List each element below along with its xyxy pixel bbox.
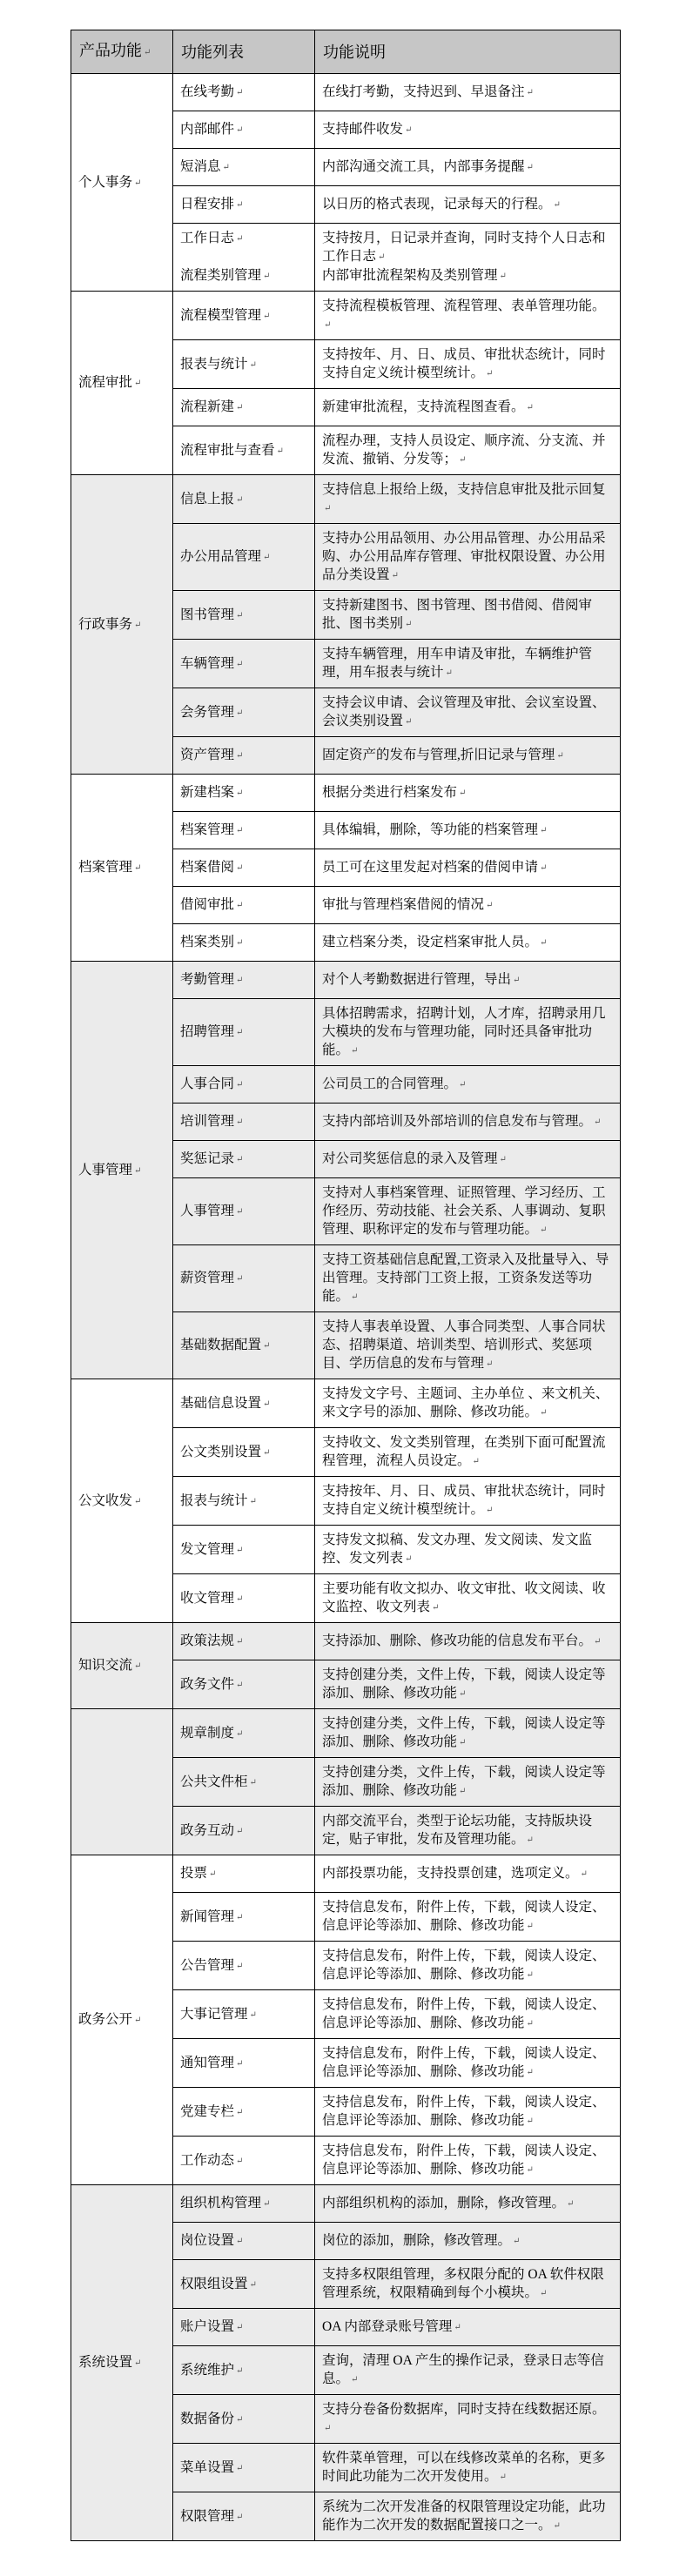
description-text: 支持人事表单设置、人事合同类型、人事合同状态、招聘渠道、培训类型、培训形式、奖惩项目、学历信息的发布与管理 ↵ [322, 1318, 613, 1373]
description-cell [315, 1623, 621, 1660]
description-cell [315, 1526, 621, 1574]
feature-label: 大事记管理 ↵ [180, 2005, 307, 2024]
description-cell [315, 1477, 621, 1526]
feature-cell [173, 1855, 315, 1893]
header-label: 功能说明 [323, 43, 386, 61]
description-cell [315, 1990, 621, 2039]
category-cell [71, 962, 173, 1379]
feature-cell [173, 2185, 315, 2223]
feature-cell [173, 2444, 315, 2492]
feature-cell [173, 2346, 315, 2395]
description-text: 以日历的格式表现，记录每天的行程。 ↵ [322, 195, 613, 214]
category-cell [71, 475, 173, 775]
feature-cell [173, 1477, 315, 1526]
description-cell [315, 1104, 621, 1141]
description-text: 审批与管理档案借阅的情况 ↵ [322, 896, 613, 915]
feature-label: 基础信息设置 ↵ [180, 1394, 307, 1413]
feature-label: 流程审批与查看 ↵ [180, 441, 307, 460]
feature-cell [173, 1990, 315, 2039]
feature-label: 车辆管理 ↵ [180, 654, 307, 674]
feature-label: 系统维护 ↵ [180, 2361, 307, 2380]
feature-label: 数据备份 ↵ [180, 2410, 307, 2429]
category-label: 人事管理 ↵ [78, 1161, 165, 1180]
description-text: 支持按月，日记录并查询，同时支持个人日志和工作日志 ↵ [322, 229, 613, 266]
feature-label: 资产管理 ↵ [180, 746, 307, 765]
feature-cell [173, 1660, 315, 1709]
description-text: OA 内部登录账号管理 ↵ [322, 2318, 613, 2337]
feature-cell [173, 186, 315, 224]
description-text: 员工可在这里发起对档案的借阅申请 ↵ [322, 858, 613, 877]
feature-cell [173, 149, 315, 186]
feature-label: 人事管理 ↵ [180, 1202, 307, 1221]
feature-label: 奖惩记录 ↵ [180, 1150, 307, 1169]
feature-cell [173, 292, 315, 340]
feature-label: 新闻管理 ↵ [180, 1908, 307, 1927]
feature-label: 借阅审批 ↵ [180, 896, 307, 915]
description-text: 支持车辆管理，用车申请及审批，车辆维护管理，用车报表与统计 ↵ [322, 645, 613, 682]
feature-cell [173, 1942, 315, 1990]
feature-cell [173, 1379, 315, 1428]
header-label: 功能列表 [181, 43, 244, 61]
feature-label: 新建档案 ↵ [180, 783, 307, 802]
category-cell [71, 1623, 173, 1709]
description-text: 支持流程模板管理、流程管理、表单管理功能。 ↵ [322, 297, 613, 334]
feature-cell [173, 111, 315, 149]
description-text: 支持信息发布，附件上传，下载，阅读人设定、信息评论等添加、删除、修改功能 ↵ [322, 2093, 613, 2130]
feature-cell [173, 1574, 315, 1623]
description-text: 支持信息上报给上级，支持信息审批及批示回复 ↵ [322, 480, 613, 518]
feature-label: 账户设置 ↵ [180, 2318, 307, 2337]
feature-label: 党建专栏 ↵ [180, 2103, 307, 2122]
feature-cell [173, 2088, 315, 2137]
description-text: 支持按年、月、日、成员、审批状态统计，同时支持自定义统计模型统计。 ↵ [322, 1482, 613, 1519]
feature-cell [173, 999, 315, 1066]
category-cell [71, 775, 173, 962]
description-cell [315, 1574, 621, 1623]
description-text: 内部审批流程架构及类别管理 ↵ [322, 266, 613, 285]
feature-cell [173, 962, 315, 999]
description-cell [315, 389, 621, 426]
feature-label: 人事合同 ↵ [180, 1075, 307, 1094]
description-cell [315, 2492, 621, 2541]
feature-label: 薪资管理 ↵ [180, 1269, 307, 1288]
description-cell [315, 2444, 621, 2492]
category-cell [71, 1855, 173, 2185]
description-text: 支持信息发布，附件上传，下载，阅读人设定、信息评论等添加、删除、修改功能 ↵ [322, 1898, 613, 1935]
description-cell [315, 1141, 621, 1178]
feature-label: 投票 ↵ [180, 1864, 307, 1883]
category-cell [71, 2185, 173, 2541]
description-cell [315, 1428, 621, 1477]
description-text: 支持信息发布，附件上传，下载，阅读人设定、信息评论等添加、删除、修改功能 ↵ [322, 1996, 613, 2033]
feature-label: 办公用品管理 ↵ [180, 547, 307, 567]
feature-label: 短消息 ↵ [180, 158, 307, 177]
description-text: 岗位的添加，删除，修改管理。 ↵ [322, 2231, 613, 2251]
feature-cell [173, 2260, 315, 2309]
feature-label: 基础数据配置 ↵ [180, 1336, 307, 1355]
category-label: 政务公开 ↵ [78, 2010, 165, 2029]
description-cell [315, 775, 621, 812]
description-text: 内部组织机构的添加，删除，修改管理。 ↵ [322, 2194, 613, 2213]
feature-label: 培训管理 ↵ [180, 1112, 307, 1131]
description-cell [315, 1660, 621, 1709]
category-label: 档案管理 ↵ [78, 858, 165, 877]
description-cell [315, 224, 621, 292]
feature-cell [173, 849, 315, 887]
feature-cell [173, 1623, 315, 1660]
description-text: 内部投票功能，支持投票创建，选项定义。 ↵ [322, 1864, 613, 1883]
description-text: 支持多权限组管理，多权限分配的 OA 软件权限管理系统，权限精确到每个小模块。 ↵ [322, 2265, 613, 2303]
description-cell [315, 2039, 621, 2088]
feature-label: 通知管理 ↵ [180, 2054, 307, 2073]
description-text: 新建审批流程，支持流程图查看。 ↵ [322, 398, 613, 417]
feature-cell [173, 224, 315, 292]
feature-cell [173, 2395, 315, 2444]
description-text: 具体招聘需求，招聘计划，人才库，招聘录用几大模块的发布与管理功能，同时还具备审批功能。 ↵ [322, 1004, 613, 1060]
feature-cell [173, 1312, 315, 1379]
description-cell [315, 1807, 621, 1855]
feature-cell [173, 524, 315, 591]
description-cell [315, 1942, 621, 1990]
category-label: 公文收发 ↵ [78, 1492, 165, 1511]
feature-label: 政务互动 ↵ [180, 1821, 307, 1841]
feature-label: 档案借阅 ↵ [180, 858, 307, 877]
description-cell [315, 1893, 621, 1942]
description-cell [315, 999, 621, 1066]
description-cell [315, 640, 621, 688]
table-row [71, 1855, 621, 1893]
feature-cell [173, 2137, 315, 2185]
feature-cell [173, 1245, 315, 1312]
description-cell [315, 924, 621, 962]
feature-label: 档案管理 ↵ [180, 821, 307, 840]
category-cell [71, 1379, 173, 1623]
feature-cell [173, 340, 315, 389]
category-cell [71, 74, 173, 292]
feature-cell [173, 1807, 315, 1855]
table-row [71, 1379, 621, 1428]
description-text: 支持办公用品领用、办公用品管理、办公用品采购、办公用品库存管理、审批权限设置、办公用品分类设置 ↵ [322, 529, 613, 585]
description-cell [315, 186, 621, 224]
description-text: 支持收文、发文类别管理，在类别下面可配置流程管理，流程人员设定。 ↵ [322, 1433, 613, 1471]
feature-cell [173, 2309, 315, 2346]
feature-label: 政务文件 ↵ [180, 1675, 307, 1694]
description-cell [315, 887, 621, 924]
description-cell [315, 1178, 621, 1245]
description-cell [315, 1245, 621, 1312]
feature-label: 权限管理 ↵ [180, 2507, 307, 2526]
description-cell [315, 849, 621, 887]
description-cell [315, 292, 621, 340]
description-text: 建立档案分类，设定档案审批人员。 ↵ [322, 933, 613, 952]
description-cell [315, 2223, 621, 2260]
feature-label: 图书管理 ↵ [180, 606, 307, 625]
description-text: 支持创建分类，文件上传，下载，阅读人设定等添加、删除、修改功能 ↵ [322, 1714, 613, 1752]
feature-label: 流程类别管理 ↵ [180, 266, 307, 285]
table-row [71, 775, 621, 812]
description-text: 根据分类进行档案发布 ↵ [322, 783, 613, 802]
feature-cell [173, 1709, 315, 1758]
description-text: 流程办理，支持人员设定、顺序流、分支流、并发流、撤销、分发等； ↵ [322, 432, 613, 469]
feature-label: 工作动态 ↵ [180, 2151, 307, 2170]
description-cell [315, 111, 621, 149]
description-text: 支持信息发布，附件上传，下载，阅读人设定、信息评论等添加、删除、修改功能 ↵ [322, 2142, 613, 2179]
description-text: 对个人考勤数据进行管理，导出 ↵ [322, 970, 613, 989]
description-cell [315, 962, 621, 999]
feature-label: 权限组设置 ↵ [180, 2275, 307, 2294]
description-cell [315, 1709, 621, 1758]
description-cell [315, 74, 621, 111]
feature-cell [173, 2039, 315, 2088]
description-cell [315, 475, 621, 524]
feature-cell [173, 775, 315, 812]
category-cell [71, 292, 173, 475]
feature-label: 公共文件柜 ↵ [180, 1773, 307, 1792]
description-cell [315, 340, 621, 389]
feature-label: 招聘管理 ↵ [180, 1023, 307, 1042]
description-text: 在线打考勤，支持迟到、早退备注 ↵ [322, 83, 613, 102]
feature-label: 报表与统计 ↵ [180, 1492, 307, 1511]
category-label: 知识交流 ↵ [78, 1656, 165, 1675]
feature-cell [173, 591, 315, 640]
feature-label: 流程模型管理 ↵ [180, 306, 307, 325]
table-row [71, 74, 621, 111]
description-cell [315, 2260, 621, 2309]
description-text: 支持邮件收发 ↵ [322, 120, 613, 139]
description-text: 内部交流平台，类型于论坛功能，支持版块设定，贴子审批，发布及管理功能。 ↵ [322, 1812, 613, 1849]
description-cell [315, 688, 621, 737]
feature-label: 报表与统计 ↵ [180, 355, 307, 374]
description-text: 公司员工的合同管理。 ↵ [322, 1075, 613, 1094]
description-cell [315, 426, 621, 475]
feature-label: 档案类别 ↵ [180, 933, 307, 952]
category-label: 流程审批 ↵ [78, 373, 165, 392]
description-text: 支持分卷备份数据库，同时支持在线数据还原。 ↵ [322, 2400, 613, 2438]
description-text: 具体编辑，删除，等功能的档案管理 ↵ [322, 821, 613, 840]
feature-cell [173, 1758, 315, 1807]
feature-cell [173, 1141, 315, 1178]
description-text: 内部沟通交流工具，内部事务提醒 ↵ [322, 158, 613, 177]
feature-cell [173, 924, 315, 962]
description-text: 支持工资基础信息配置,工资录入及批量导入、导出管理。支持部门工资上报，工资条发送等功能。 ↵ [322, 1251, 613, 1306]
description-cell [315, 591, 621, 640]
description-cell [315, 2137, 621, 2185]
feature-cell [173, 812, 315, 849]
description-cell [315, 1066, 621, 1104]
category-label: 行政事务 ↵ [78, 615, 165, 634]
feature-cell [173, 2223, 315, 2260]
feature-cell [173, 887, 315, 924]
table-row [71, 1709, 621, 1758]
description-cell [315, 2346, 621, 2395]
table-row [71, 962, 621, 999]
feature-cell [173, 475, 315, 524]
description-text: 支持添加、删除、修改功能的信息发布平台。 ↵ [322, 1632, 613, 1651]
description-cell [315, 524, 621, 591]
description-text: 支持信息发布，附件上传，下载，阅读人设定、信息评论等添加、删除、修改功能 ↵ [322, 1947, 613, 1984]
description-cell [315, 737, 621, 775]
feature-cell [173, 1428, 315, 1477]
header-cell-product-feature [71, 30, 173, 74]
feature-cell [173, 1104, 315, 1141]
description-text: 对公司奖惩信息的录入及管理 ↵ [322, 1150, 613, 1169]
feature-cell [173, 640, 315, 688]
feature-label: 规章制度 ↵ [180, 1724, 307, 1743]
feature-label: 菜单设置 ↵ [180, 2459, 307, 2478]
description-cell [315, 1312, 621, 1379]
feature-label: 流程新建 ↵ [180, 398, 307, 417]
description-text: 支持信息发布，附件上传，下载，阅读人设定、信息评论等添加、删除、修改功能 ↵ [322, 2044, 613, 2082]
feature-label: 政策法规 ↵ [180, 1632, 307, 1651]
table-row [71, 292, 621, 340]
description-cell [315, 2185, 621, 2223]
description-text: 支持新建图书、图书管理、图书借阅、借阅审批、图书类别 ↵ [322, 596, 613, 634]
description-cell [315, 149, 621, 186]
feature-cell [173, 389, 315, 426]
table-row [71, 475, 621, 524]
category-cell [71, 1709, 173, 1855]
feature-label: 日程安排 ↵ [180, 195, 307, 214]
product-features-table [71, 30, 621, 2541]
feature-cell [173, 688, 315, 737]
feature-label: 公文类别设置 ↵ [180, 1443, 307, 1462]
header-cell-feature-description [315, 30, 621, 74]
table-row [71, 2185, 621, 2223]
feature-label: 组织机构管理 ↵ [180, 2194, 307, 2213]
feature-cell [173, 426, 315, 475]
description-text: 支持对人事档案管理、证照管理、学习经历、工作经历、劳动技能、社会关系、人事调动、复职管理、职称评定的发布与管理功能。 ↵ [322, 1184, 613, 1239]
feature-label: 信息上报 ↵ [180, 490, 307, 509]
table-body [71, 74, 621, 2541]
feature-label: 内部邮件 ↵ [180, 120, 307, 139]
table-row [71, 1623, 621, 1660]
description-text: 固定资产的发布与管理,折旧记录与管理 ↵ [322, 746, 613, 765]
description-text: 软件菜单管理，可以在线修改菜单的名称，更多时间此功能为二次开发使用。 ↵ [322, 2449, 613, 2486]
feature-label: 会务管理 ↵ [180, 703, 307, 722]
description-cell [315, 1855, 621, 1893]
description-text: 主要功能有收文拟办、收文审批、收文阅读、收文监控、收文列表 ↵ [322, 1580, 613, 1617]
description-cell [315, 2309, 621, 2346]
feature-label: 在线考勤 ↵ [180, 83, 307, 102]
description-cell [315, 1758, 621, 1807]
category-label: 个人事务 ↵ [78, 173, 165, 192]
description-text: 支持内部培训及外部培训的信息发布与管理。 ↵ [322, 1112, 613, 1131]
description-text: 支持创建分类，文件上传，下载，阅读人设定等添加、删除、修改功能 ↵ [322, 1666, 613, 1703]
feature-label: 收文管理 ↵ [180, 1589, 307, 1608]
feature-cell [173, 2492, 315, 2541]
header-row [71, 30, 621, 74]
category-label: 系统设置 ↵ [78, 2353, 165, 2372]
description-cell [315, 2395, 621, 2444]
feature-label: 公告管理 ↵ [180, 1956, 307, 1976]
feature-label: 发文管理 ↵ [180, 1540, 307, 1560]
header-cell-feature-list [173, 30, 315, 74]
description-cell [315, 2088, 621, 2137]
feature-cell [173, 1526, 315, 1574]
feature-cell [173, 737, 315, 775]
feature-cell [173, 1066, 315, 1104]
description-text: 支持会议申请、会议管理及审批、会议室设置、会议类别设置 ↵ [322, 694, 613, 731]
description-cell [315, 812, 621, 849]
feature-cell [173, 1893, 315, 1942]
description-text: 支持按年、月、日、成员、审批状态统计，同时支持自定义统计模型统计。 ↵ [322, 345, 613, 383]
description-cell [315, 1379, 621, 1428]
description-text: 支持发文拟稿、发文办理、发文阅读、发文监控、发文列表 ↵ [322, 1531, 613, 1568]
description-text: 支持创建分类，文件上传，下载，阅读人设定等添加、删除、修改功能 ↵ [322, 1763, 613, 1801]
feature-cell [173, 74, 315, 111]
feature-cell [173, 1178, 315, 1245]
feature-label: 工作日志 ↵ [180, 229, 307, 248]
feature-label: 考勤管理 ↵ [180, 970, 307, 989]
feature-label: 岗位设置 ↵ [180, 2231, 307, 2251]
description-text: 系统为二次开发准备的权限管理设定功能，此功能作为二次开发的数据配置接口之一。 ↵ [322, 2498, 613, 2535]
description-text: 查询，清理 OA 产生的操作记录，登录日志等信息。 ↵ [322, 2351, 613, 2389]
description-text: 支持发文字号、主题词、主办单位 、来文机关、来文字号的添加、删除、修改功能。 ↵ [322, 1385, 613, 1422]
header-label: 产品功能 ↵ [79, 42, 151, 59]
